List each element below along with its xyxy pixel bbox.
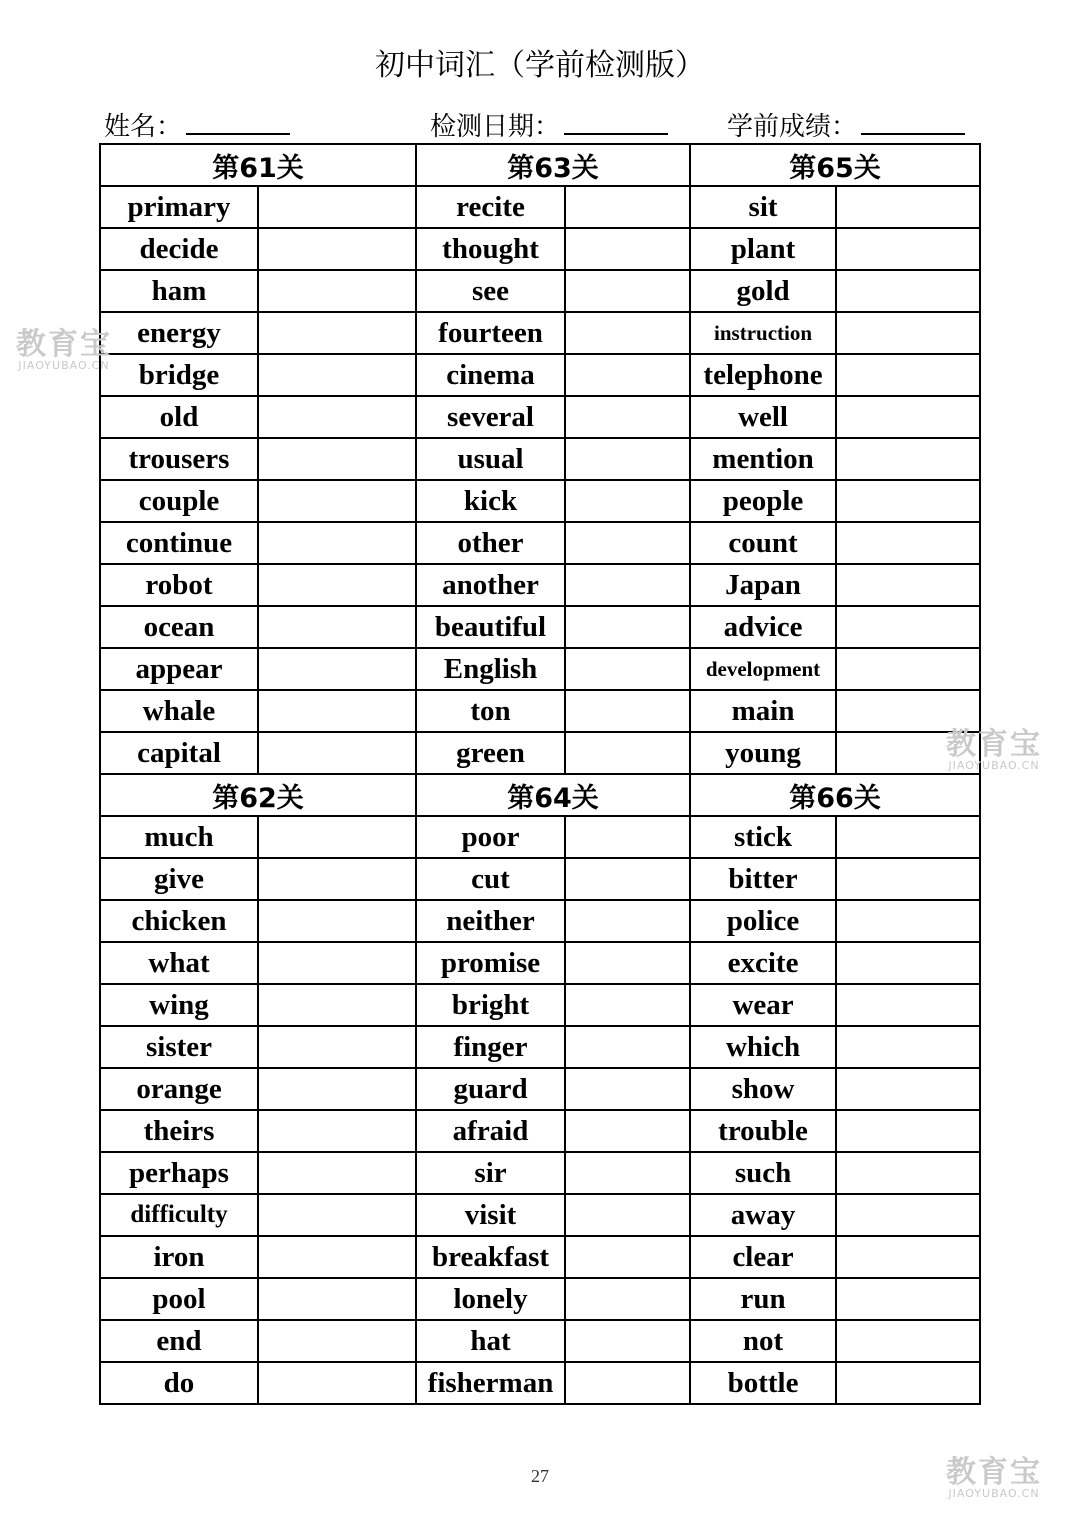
answer-cell[interactable] (836, 1194, 980, 1236)
answer-cell[interactable] (258, 732, 416, 774)
answer-cell[interactable] (258, 438, 416, 480)
word-row (100, 1362, 980, 1404)
word-row (100, 1068, 980, 1110)
vocab-word: poor (416, 816, 565, 858)
answer-cell[interactable] (836, 900, 980, 942)
vocab-word: people (690, 480, 836, 522)
vocab-word: what (100, 942, 258, 984)
vocab-word: stick (690, 816, 836, 858)
vocab-word: telephone (690, 354, 836, 396)
info-fields (0, 106, 1080, 142)
answer-cell[interactable] (836, 186, 980, 228)
word-row (100, 1236, 980, 1278)
vocab-word: neither (416, 900, 565, 942)
vocab-word: show (690, 1068, 836, 1110)
vocab-word: police (690, 900, 836, 942)
answer-cell[interactable] (258, 1026, 416, 1068)
answer-cell[interactable] (258, 900, 416, 942)
vocab-word: wear (690, 984, 836, 1026)
level-header: 第62关 (100, 774, 416, 816)
watermark-logo: 教育宝 JIAOYUBAO.CN (946, 727, 1042, 772)
answer-cell[interactable] (836, 438, 980, 480)
answer-cell[interactable] (836, 1026, 980, 1068)
date-blank[interactable] (564, 111, 668, 135)
answer-cell[interactable] (565, 816, 690, 858)
vocab-word: kick (416, 480, 565, 522)
answer-cell[interactable] (836, 396, 980, 438)
answer-cell[interactable] (258, 564, 416, 606)
vocab-word: ham (100, 270, 258, 312)
vocab-word: run (690, 1278, 836, 1320)
vocab-word: iron (100, 1236, 258, 1278)
vocab-word: theirs (100, 1110, 258, 1152)
vocab-word: see (416, 270, 565, 312)
answer-cell[interactable] (565, 900, 690, 942)
word-row (100, 1194, 980, 1236)
word-row (100, 1026, 980, 1068)
vocab-word: whale (100, 690, 258, 732)
word-row (100, 858, 980, 900)
vocab-word: sit (690, 186, 836, 228)
answer-cell[interactable] (565, 438, 690, 480)
word-row (100, 606, 980, 648)
vocab-word: hat (416, 1320, 565, 1362)
level-header: 第63关 (416, 144, 690, 186)
answer-cell[interactable] (258, 942, 416, 984)
answer-cell[interactable] (565, 1362, 690, 1404)
vocab-word: bitter (690, 858, 836, 900)
vocab-word: which (690, 1026, 836, 1068)
vocab-word: guard (416, 1068, 565, 1110)
level-header: 第66关 (690, 774, 980, 816)
vocab-word: sir (416, 1152, 565, 1194)
vocab-word: advice (690, 606, 836, 648)
word-row (100, 1320, 980, 1362)
vocab-word: couple (100, 480, 258, 522)
word-row (100, 312, 980, 354)
answer-cell[interactable] (836, 1236, 980, 1278)
answer-cell[interactable] (836, 1320, 980, 1362)
level-header: 第64关 (416, 774, 690, 816)
vocab-word: clear (690, 1236, 836, 1278)
answer-cell[interactable] (258, 480, 416, 522)
vocab-word: finger (416, 1026, 565, 1068)
answer-cell[interactable] (565, 1110, 690, 1152)
word-row (100, 564, 980, 606)
vocab-word: lonely (416, 1278, 565, 1320)
vocab-word: ton (416, 690, 565, 732)
vocab-word: plant (690, 228, 836, 270)
answer-cell[interactable] (836, 1110, 980, 1152)
answer-cell[interactable] (258, 396, 416, 438)
vocab-word: beautiful (416, 606, 565, 648)
answer-cell[interactable] (565, 312, 690, 354)
answer-cell[interactable] (836, 984, 980, 1026)
date-field[interactable] (430, 106, 668, 143)
watermark-logo: 教育宝 JIAOYUBAO.CN (946, 1455, 1042, 1500)
answer-cell[interactable] (258, 312, 416, 354)
answer-cell[interactable] (565, 564, 690, 606)
answer-cell[interactable] (258, 816, 416, 858)
answer-cell[interactable] (258, 1236, 416, 1278)
vocab-word: mention (690, 438, 836, 480)
vocab-word: bright (416, 984, 565, 1026)
answer-cell[interactable] (565, 942, 690, 984)
word-row (100, 1278, 980, 1320)
watermark-logo: 教育宝 JIAOYUBAO.CN (16, 327, 112, 372)
vocab-word: primary (100, 186, 258, 228)
vocab-word: bridge (100, 354, 258, 396)
vocab-word: fisherman (416, 1362, 565, 1404)
vocab-word: well (690, 396, 836, 438)
date-label: 检测日期： (430, 112, 561, 142)
word-row (100, 900, 980, 942)
vocab-word: appear (100, 648, 258, 690)
vocab-word: another (416, 564, 565, 606)
vocab-word: trousers (100, 438, 258, 480)
vocab-word: robot (100, 564, 258, 606)
word-row (100, 186, 980, 228)
vocab-word: afraid (416, 1110, 565, 1152)
answer-cell[interactable] (836, 522, 980, 564)
answer-cell[interactable] (565, 480, 690, 522)
word-row (100, 690, 980, 732)
answer-cell[interactable] (258, 858, 416, 900)
answer-cell[interactable] (836, 354, 980, 396)
vocab-word: trouble (690, 1110, 836, 1152)
vocab-word: give (100, 858, 258, 900)
answer-cell[interactable] (258, 984, 416, 1026)
answer-cell[interactable] (258, 1278, 416, 1320)
answer-cell[interactable] (836, 480, 980, 522)
level-header: 第61关 (100, 144, 416, 186)
answer-cell[interactable] (565, 1026, 690, 1068)
answer-cell[interactable] (565, 354, 690, 396)
vocab-word: green (416, 732, 565, 774)
answer-cell[interactable] (836, 1068, 980, 1110)
vocab-word: difficulty (100, 1194, 258, 1236)
vocab-word: end (100, 1320, 258, 1362)
answer-cell[interactable] (836, 1362, 980, 1404)
vocab-word: main (690, 690, 836, 732)
answer-cell[interactable] (258, 648, 416, 690)
vocab-word: chicken (100, 900, 258, 942)
answer-cell[interactable] (258, 354, 416, 396)
vocab-word: usual (416, 438, 565, 480)
vocab-word: thought (416, 228, 565, 270)
answer-cell[interactable] (565, 1152, 690, 1194)
score-field[interactable] (727, 106, 965, 143)
level-header-row (100, 144, 980, 186)
answer-cell[interactable] (836, 312, 980, 354)
word-row (100, 480, 980, 522)
answer-cell[interactable] (565, 606, 690, 648)
word-row (100, 942, 980, 984)
answer-cell[interactable] (565, 1236, 690, 1278)
vocab-word: promise (416, 942, 565, 984)
answer-cell[interactable] (258, 690, 416, 732)
answer-cell[interactable] (836, 1152, 980, 1194)
word-row (100, 732, 980, 774)
answer-cell[interactable] (258, 228, 416, 270)
vocab-word: English (416, 648, 565, 690)
answer-cell[interactable] (258, 522, 416, 564)
name-field[interactable] (104, 106, 290, 143)
vocab-word: breakfast (416, 1236, 565, 1278)
answer-cell[interactable] (258, 1110, 416, 1152)
answer-cell[interactable] (565, 270, 690, 312)
answer-cell[interactable] (258, 1362, 416, 1404)
answer-cell[interactable] (258, 270, 416, 312)
vocab-word: gold (690, 270, 836, 312)
vocab-word: energy (100, 312, 258, 354)
vocab-word: orange (100, 1068, 258, 1110)
vocab-word: continue (100, 522, 258, 564)
word-row (100, 816, 980, 858)
answer-cell[interactable] (565, 690, 690, 732)
vocab-word: fourteen (416, 312, 565, 354)
name-label: 姓名： (104, 112, 183, 142)
word-row (100, 522, 980, 564)
vocab-word: wing (100, 984, 258, 1026)
name-blank[interactable] (186, 111, 290, 135)
answer-cell[interactable] (258, 1068, 416, 1110)
vocab-word: such (690, 1152, 836, 1194)
answer-cell[interactable] (565, 858, 690, 900)
answer-cell[interactable] (836, 270, 980, 312)
answer-cell[interactable] (836, 942, 980, 984)
vocab-word: sister (100, 1026, 258, 1068)
page-title: 初中词汇（学前检测版） (375, 48, 705, 83)
level-header-row (100, 774, 980, 816)
vocab-word: instruction (690, 312, 836, 354)
answer-cell[interactable] (258, 1152, 416, 1194)
word-row (100, 1110, 980, 1152)
answer-cell[interactable] (565, 228, 690, 270)
answer-cell[interactable] (565, 984, 690, 1026)
answer-cell[interactable] (565, 1194, 690, 1236)
word-row (100, 396, 980, 438)
vocab-word: visit (416, 1194, 565, 1236)
vocab-word: development (690, 648, 836, 690)
answer-cell[interactable] (836, 816, 980, 858)
answer-cell[interactable] (258, 186, 416, 228)
word-row (100, 1152, 980, 1194)
vocab-word: Japan (690, 564, 836, 606)
answer-cell[interactable] (565, 186, 690, 228)
word-row (100, 984, 980, 1026)
vocab-table (99, 143, 981, 1405)
vocab-word: excite (690, 942, 836, 984)
answer-cell[interactable] (565, 648, 690, 690)
word-row (100, 438, 980, 480)
answer-cell[interactable] (836, 228, 980, 270)
score-label: 学前成绩： (727, 112, 858, 142)
vocab-word: decide (100, 228, 258, 270)
answer-cell[interactable] (565, 1320, 690, 1362)
vocab-word: away (690, 1194, 836, 1236)
page-number: 27 (531, 1466, 549, 1486)
score-blank[interactable] (861, 111, 965, 135)
vocab-word: recite (416, 186, 565, 228)
vocab-word: cinema (416, 354, 565, 396)
vocab-word: ocean (100, 606, 258, 648)
vocab-word: not (690, 1320, 836, 1362)
vocab-word: cut (416, 858, 565, 900)
vocab-word: perhaps (100, 1152, 258, 1194)
answer-cell[interactable] (565, 522, 690, 564)
vocab-word: capital (100, 732, 258, 774)
vocab-word: old (100, 396, 258, 438)
answer-cell[interactable] (565, 1278, 690, 1320)
answer-cell[interactable] (836, 606, 980, 648)
vocab-word: pool (100, 1278, 258, 1320)
vocab-word: much (100, 816, 258, 858)
word-row (100, 270, 980, 312)
vocab-word: bottle (690, 1362, 836, 1404)
answer-cell[interactable] (258, 1320, 416, 1362)
word-row (100, 354, 980, 396)
answer-cell[interactable] (836, 858, 980, 900)
answer-cell[interactable] (258, 1194, 416, 1236)
answer-cell[interactable] (565, 1068, 690, 1110)
answer-cell[interactable] (836, 1278, 980, 1320)
vocab-word: several (416, 396, 565, 438)
vocab-word: do (100, 1362, 258, 1404)
level-header: 第65关 (690, 144, 980, 186)
word-row (100, 648, 980, 690)
answer-cell[interactable] (565, 732, 690, 774)
vocab-word: count (690, 522, 836, 564)
word-row (100, 228, 980, 270)
vocab-word: young (690, 732, 836, 774)
vocab-word: other (416, 522, 565, 564)
answer-cell[interactable] (258, 606, 416, 648)
answer-cell[interactable] (565, 396, 690, 438)
answer-cell[interactable] (836, 690, 980, 732)
answer-cell[interactable] (836, 648, 980, 690)
answer-cell[interactable] (836, 564, 980, 606)
